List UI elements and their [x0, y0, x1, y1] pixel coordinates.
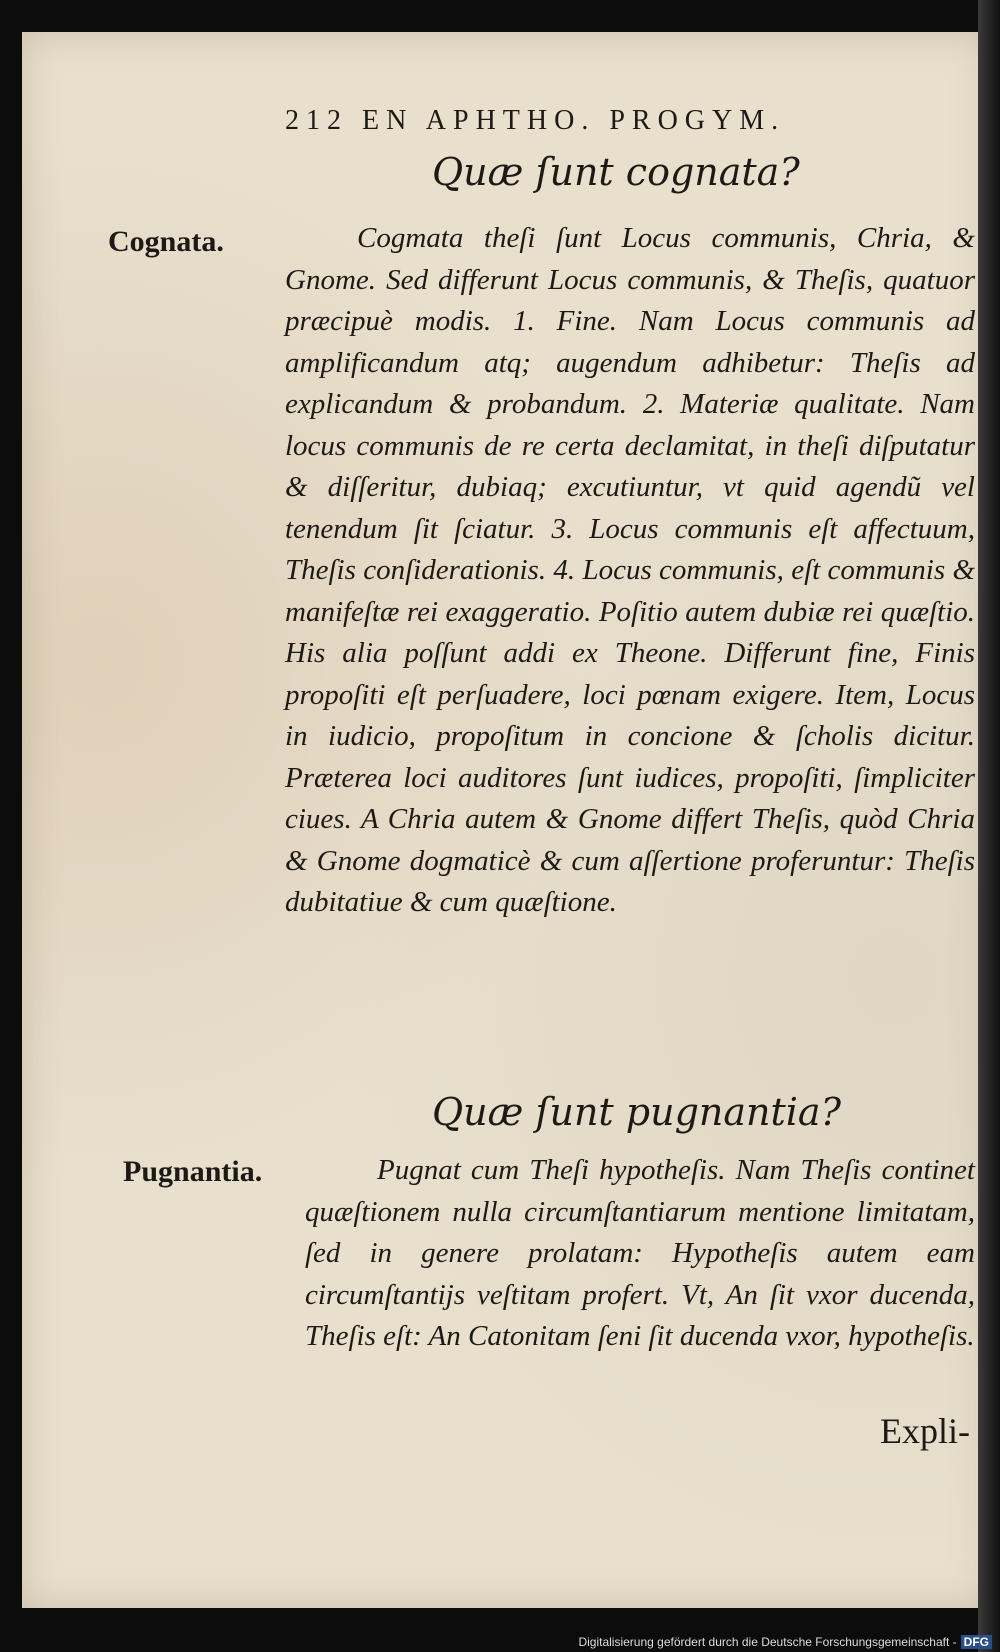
margin-note-cognata: Cognata. [108, 225, 224, 258]
margin-note-pugnantia: Pugnantia. [123, 1155, 263, 1188]
running-header: 212 EN APHTHO. PROGYM. [285, 105, 786, 136]
catchword: Expli- [880, 1411, 970, 1451]
footer-text: Digitalisierung gefördert durch die Deutsche Forschungsgemeinschaft - [578, 1635, 957, 1649]
dfg-logo: DFG [961, 1635, 992, 1649]
paragraph-pugnantia: Pugnat cum Theſi hypotheſis. Nam Theſis continet quæſtionem nulla circumſtantiarum mentione limitatam, ſed in genere prolatam: Hypotheſis autem eam circumſtantijs veſtitam profert. Vt, An ſit vxor ducenda, Theſis eſt: An Catonitam ſeni ſit ducenda vxor, hypotheſis. [305, 1154, 975, 1352]
section-title-pugnantia: Quæ ſunt pugnantia? [432, 1090, 841, 1134]
digitization-footer [0, 1632, 1000, 1652]
paragraph-cognata: Cogmata theſi ſunt Locus communis, Chria, & Gnome. Sed differunt Locus communis, & Theſis, quatuor præcipuè modis. 1. Fine. Nam Locus communis ad amplificandum atq; augendum adhibetur: Theſis ad explicandum & probandum. 2. Materiæ qualitate. Nam locus communis de re certa declamitat, in theſi diſputatur & diſſeritur, dubiaq; excutiuntur, vt quid agendũ vel tenendum ſit ſciatur. 3. Locus communis eſt affectuum, Theſis conſiderationis. 4. Locus communis, eſt communis & manifeſtæ rei exaggeratio. Poſitio autem dubiæ rei quæſtio. His alia poſſunt addi ex Theone. Differunt fine, Finis propoſiti eſt perſuadere, loci pœnam exigere. Item, Locus in iudicio, propoſitum in concione & ſcholis dicitur. Præterea loci auditores ſunt iudices, propoſiti, ſimpliciter ciues. A Chria autem & Gnome differt Theſis, quòd Chria & Gnome dogmaticè & cum aſſertione proferuntur: Theſis dubitatiue & cum quæſtione. [285, 222, 975, 918]
section-title-cognata: Quæ ſunt cognata? [432, 150, 800, 194]
book-spine [978, 0, 1000, 1652]
